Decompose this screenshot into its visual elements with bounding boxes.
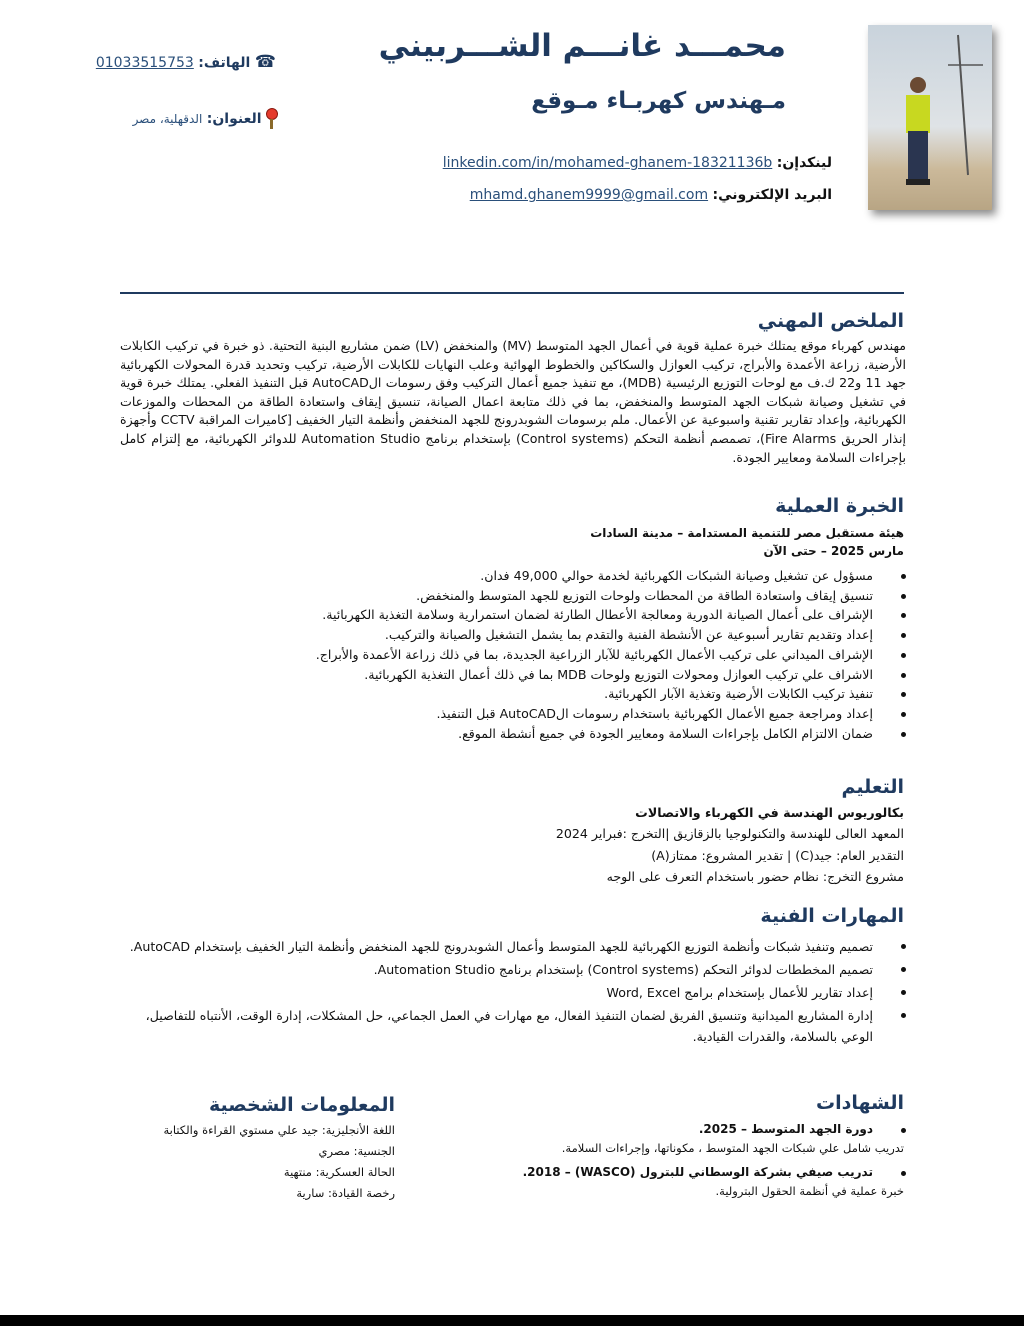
list-item: تنسيق إيقاف واستعادة الطاقة من المحطات ولوحات التوزيع للجهد المتوسط والمنخفض. (206, 586, 906, 606)
list-item: إدارة المشاريع الميدانية وتنسيق الفريق لضمان التنفيذ الفعال، مع مهارات في العمل الجماعي، حل المشكلات، إدارة الوقت، الأنتباه للتفاصيل، الوعي بالسلامة، والقدرات القيادية. (120, 1005, 906, 1047)
personal-info-nationality: الجنسية: مصري (318, 1144, 395, 1158)
certificates-list-2 (486, 1163, 906, 1183)
education-project: مشروع التخرج: نظام حضور باستخدام التعرف على الوجه (606, 869, 904, 884)
certificate-desc: خبرة عملية في أنظمة الحقول البترولية. (715, 1184, 904, 1198)
personal-info-license: رخصة القيادة: سارية (296, 1186, 395, 1200)
linkedin-line (443, 155, 832, 171)
address-label: العنوان: (206, 111, 262, 127)
personal-info-heading: المعلومات الشخصية (208, 1094, 395, 1116)
education-grades: التقدير العام: جيد(C) | تقدير المشروع: ممتاز(A) (651, 848, 904, 863)
list-item: ضمان الالتزام الكامل بإجراءات السلامة ومعايير الجودة في جميع أنشطة الموقع. (206, 724, 906, 744)
list-item: تنفيذ تركيب الكابلات الأرضية وتغذية الآبار الكهربائية. (206, 684, 906, 704)
profile-photo (868, 25, 992, 210)
header-divider (120, 292, 904, 294)
certificate-desc: تدريب شامل علي شبكات الجهد المتوسط ، مكوناتها، وإجراءات السلامة. (561, 1141, 904, 1155)
list-item: الإشراف الميداني على تركيب الأعمال الكهربائية للآبار الزراعية الجديدة، بما في ذلك زراعة الأعمدة والأبراج. (206, 645, 906, 665)
list-item: الاشراف علي تركيب العوازل ومحولات التوزيع ولوحات MDB بما في ذلك أعمال التغذية الكهربائية. (206, 665, 906, 685)
job-title: مـهندس كهربـاء مـوقع (531, 88, 786, 114)
phone-link[interactable]: 01033515753 (95, 55, 194, 71)
list-item: تصميم المخططات لدوائر التحكم (Control systems) بإستخدام برنامج Automation Studio. (120, 959, 906, 980)
certificates-list (486, 1120, 906, 1140)
skills-heading: المهارات الفنية (760, 905, 904, 927)
email-link[interactable]: mhamd.ghanem9999@gmail.com (469, 187, 709, 203)
list-item: إعداد تقارير للأعمال بإستخدام برامج Word, Excel (120, 982, 906, 1003)
phone-icon: ☎ (254, 52, 276, 72)
certificate-title: دورة الجهد المتوسط – 2025. (486, 1120, 906, 1140)
map-pin-icon (266, 108, 276, 130)
list-item: إعداد وتقديم تقارير أسبوعية عن الأنشطة الفنية والتقدم بما يشمل التشغيل والصيانة والتركيب. (206, 625, 906, 645)
phone-line (96, 52, 276, 72)
skills-list (120, 936, 906, 1047)
personal-info-military: الحالة العسكرية: منتهية (283, 1165, 395, 1179)
address-line (133, 108, 276, 130)
linkedin-link[interactable]: linkedin.com/in/mohamed-ghanem-18321136b (442, 155, 773, 171)
email-line (470, 187, 832, 203)
certificate-title: تدريب صيفي بشركة الوسطاني للبترول (WASCO) – 2018. (486, 1163, 906, 1183)
page-bottom-bar (0, 1315, 1024, 1326)
education-institute: المعهد العالى للهندسة والتكنولوجيا بالزقازيق |التخرج :فبراير 2024 (555, 826, 904, 841)
list-item: مسؤول عن تشغيل وصيانة الشبكات الكهربائية لخدمة حوالي 49,000 فدان. (206, 566, 906, 586)
education-degree: بكالوريوس الهندسة في الكهرباء والاتصالات (635, 805, 904, 820)
summary-text: مهندس كهرباء موقع يمتلك خبرة عملية قوية في أعمال الجهد المتوسط (MV) والمنخفض (LV) ضمن مشاريع البنية التحتية. ذو خبرة في تركيب الكابلات الأرضية، زراعة الأعمدة والأبراج، تركيب العوازل والسكاكين والخطوط الهوائية وعلب النهايات للكابلات الأرضية، تركيب وتحديد قدرة المحولات الكهربائية جهد 11 و22 ك.ف مع لوحات التوزيع الرئيسية (MDB)، مع تنفيذ جميع أعمال التركيب وفق رسومات الAutoCAD قبل التنفيذ الفعلي. يمتلك خبرة قوية في تشغيل وصيانة شبكات الجهد المتوسط والمنخفض، بما في ذلك متابعة اعمال الصيانة، تنسيق إيقاف واستعادة الطاقة من المحطات والموزعات الكهربائية، وإعداد تقارير تقنية واسبوعية عن الأعمال. ملم برسومات الشوبدرونج للجهد المنخفض وأنظمة التيار الخفيف [كاميرات المراقبة CCTV وأجهزة إنذار الحريق Fire Alarms)، تصمصم أنظمة التحكم (Control systems) بإستخدام برنامج Automation Studio للدوائر الكهربائية، مع إلتزام كامل بإجراءات السلامة ومعايير الجودة. (120, 338, 907, 465)
education-heading: التعليم (841, 776, 904, 798)
list-item: الإشراف على أعمال الصيانة الدورية ومعالجة الأعطال الطارئة لضمان استمرارية وسلامة التغذية الكهربائية. (206, 605, 906, 625)
experience-date: مارس 2025 – حتى الآن (763, 544, 904, 558)
list-item: تصميم وتنفيذ شبكات وأنظمة التوزيع الكهربائية للجهد المتوسط وأعمال الشوبدرونج للجهد المنخفض وأنظمة التيار الخفيف بإستخدام AutoCAD. (120, 936, 906, 957)
phone-label: الهاتف: (198, 55, 251, 71)
experience-list (206, 566, 906, 743)
experience-org: هيئة مستقبل مصر للتنمية المستدامة – مدينة السادات (590, 526, 904, 540)
email-label: البريد الإلكتروني: (712, 187, 832, 203)
address-value: الدقهلية، مصر (132, 112, 203, 126)
list-item: إعداد ومراجعة جميع الأعمال الكهربائية باستخدام رسومات الAutoCAD قبل التنفيذ. (206, 704, 906, 724)
personal-info-language: اللغة الأنجليزية: جيد علي مستوي القراءة والكتابة (163, 1123, 395, 1137)
summary-heading: الملخص المهني (757, 310, 904, 332)
certificates-heading: الشهادات (815, 1092, 904, 1114)
experience-heading: الخبرة العملية (775, 495, 904, 517)
linkedin-label: لينكدإن: (776, 155, 832, 171)
candidate-name: محمـــد غانـــم الشـــربيني (378, 28, 786, 64)
personal-info (163, 1120, 395, 1204)
